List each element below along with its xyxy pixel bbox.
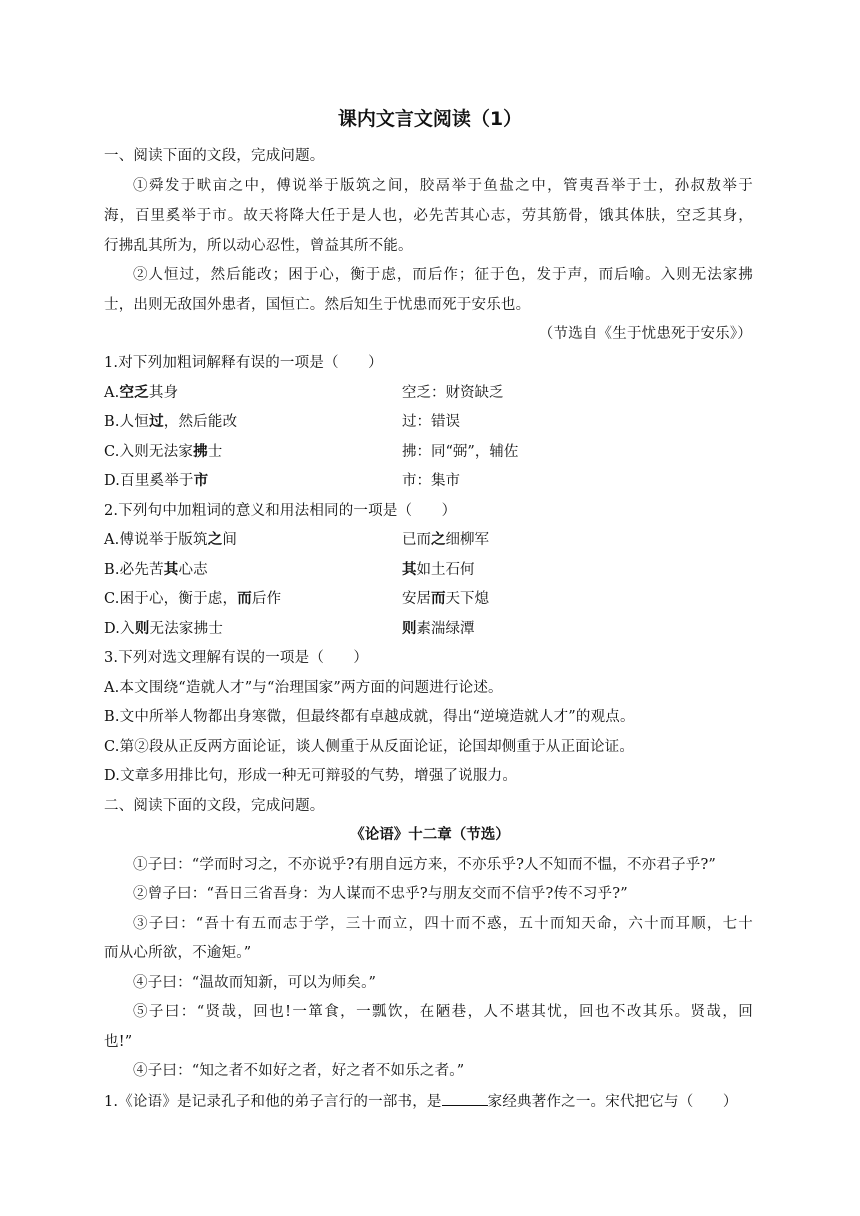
passage1-line: 海，百里奚举于市。故天将降大任于是人也，必先苦其心志，劳其筋骨，饿其体肤，空乏其身， xyxy=(104,208,753,224)
analects-line: ③子曰：“吾十有五而志于学，三十而立，四十而不惑，五十而知天命，六十而耳顺，七十 xyxy=(133,916,753,932)
passage2-line: 士，出则无敌国外患者，国恒亡。然后知生于忧患而死于安乐也。 xyxy=(104,297,531,313)
question-2-stem: 2.下列句中加粗词的意义和用法相同的一项是（ ） xyxy=(104,503,457,519)
analects-line: 而从心所欲，不逾矩。” xyxy=(104,945,252,961)
q2-option-a: A.傅说举于版筑之间 xyxy=(104,531,238,548)
analects-line: 也!” xyxy=(104,1034,133,1050)
q2-option-b: B.必先苦其心志 xyxy=(104,561,208,578)
q1-option-d-gloss: 市：集市 xyxy=(402,473,460,489)
q2-option-c: C.困于心，衡于虑，而后作 xyxy=(104,590,282,607)
passage-source: （节选自《生于忧患死于安乐》） xyxy=(538,326,752,342)
q2-option-a-compare: 已而之细柳军 xyxy=(402,531,489,548)
question-1-stem: 1.对下列加粗词解释有误的一项是（ ） xyxy=(104,355,383,371)
question-3-stem: 3.下列对选文理解有误的一项是（ ） xyxy=(104,650,369,666)
analects-line: ④子曰：“知之者不如好之者，好之者不如乐之者。” xyxy=(133,1063,465,1079)
q2-option-b-compare: 其如土石何 xyxy=(402,561,475,578)
section1-heading: 一、阅读下面的文段，完成问题。 xyxy=(104,148,325,164)
q1-option-d: D.百里奚举于市 xyxy=(104,472,209,489)
q3-option-c: C.第②段从正反两方面论证，谈人侧重于从反面论证，论国却侧重于从正面论证。 xyxy=(104,739,635,755)
section2-subtitle: 《论语》十二章（节选） xyxy=(350,826,510,843)
q1-option-c: C.入则无法家拂士 xyxy=(104,443,223,460)
q3-option-b: B.文中所举人物都出身寒微，但最终都有卓越成就，得出“逆境造就人才”的观点。 xyxy=(104,709,635,725)
passage2-line: ②人恒过，然后能改；困于心，衡于虑，而后作；征于色，发于声，而后喻。入则无法家拂 xyxy=(133,267,753,283)
analects-line: ④子曰：“温故而知新，可以为师矣。” xyxy=(133,975,377,991)
q1-option-b: B.人恒过，然后能改 xyxy=(104,413,238,430)
fill-in-blank[interactable] xyxy=(442,1091,488,1106)
analects-line: ①子曰：“学而时习之，不亦说乎?有朋自远方来，不亦乐乎?人不知而不愠，不亦君子乎?” xyxy=(133,857,717,873)
passage1-line: 行拂乱其所为，所以动心忍性，曾益其所不能。 xyxy=(104,238,413,254)
section2-heading: 二、阅读下面的文段，完成问题。 xyxy=(104,798,325,814)
q2-option-d-compare: 则素湍绿潭 xyxy=(402,620,475,637)
q1-option-a: A.空乏其身 xyxy=(104,384,179,401)
q1-option-a-gloss: 空乏：财资缺乏 xyxy=(402,385,504,401)
analects-line: ②曾子曰：“吾日三省吾身：为人谋而不忠乎?与朋友交而不信乎?传不习乎?” xyxy=(133,886,628,902)
q2-option-d: D.入则无法家拂士 xyxy=(104,620,224,637)
q2-option-c-compare: 安居而天下熄 xyxy=(402,590,489,607)
q3-option-d: D.文章多用排比句，形成一种无可辩驳的气势，增强了说服力。 xyxy=(104,768,518,784)
page-title: 课内文言文阅读（1） xyxy=(337,108,523,130)
analects-line: ⑤子曰：“贤哉，回也!一箪食，一瓢饮，在陋巷，人不堪其忧，回也不改其乐。贤哉，回 xyxy=(133,1004,753,1020)
passage1-line: ①舜发于畎亩之中，傅说举于版筑之间，胶鬲举于鱼盐之中，管夷吾举于士，孙叔敖举于 xyxy=(133,178,753,194)
q1-option-b-gloss: 过：错误 xyxy=(402,414,460,430)
section2-question-1: 1.《论语》是记录孔子和他的弟子言行的一部书，是 家经典著作之一。宋代把它与（ ） xyxy=(104,1091,738,1112)
q1-option-c-gloss: 拂：同“弼”，辅佐 xyxy=(402,444,519,460)
q3-option-a: A.本文围绕“造就人才”与“治理国家”两方面的问题进行论述。 xyxy=(104,680,503,696)
